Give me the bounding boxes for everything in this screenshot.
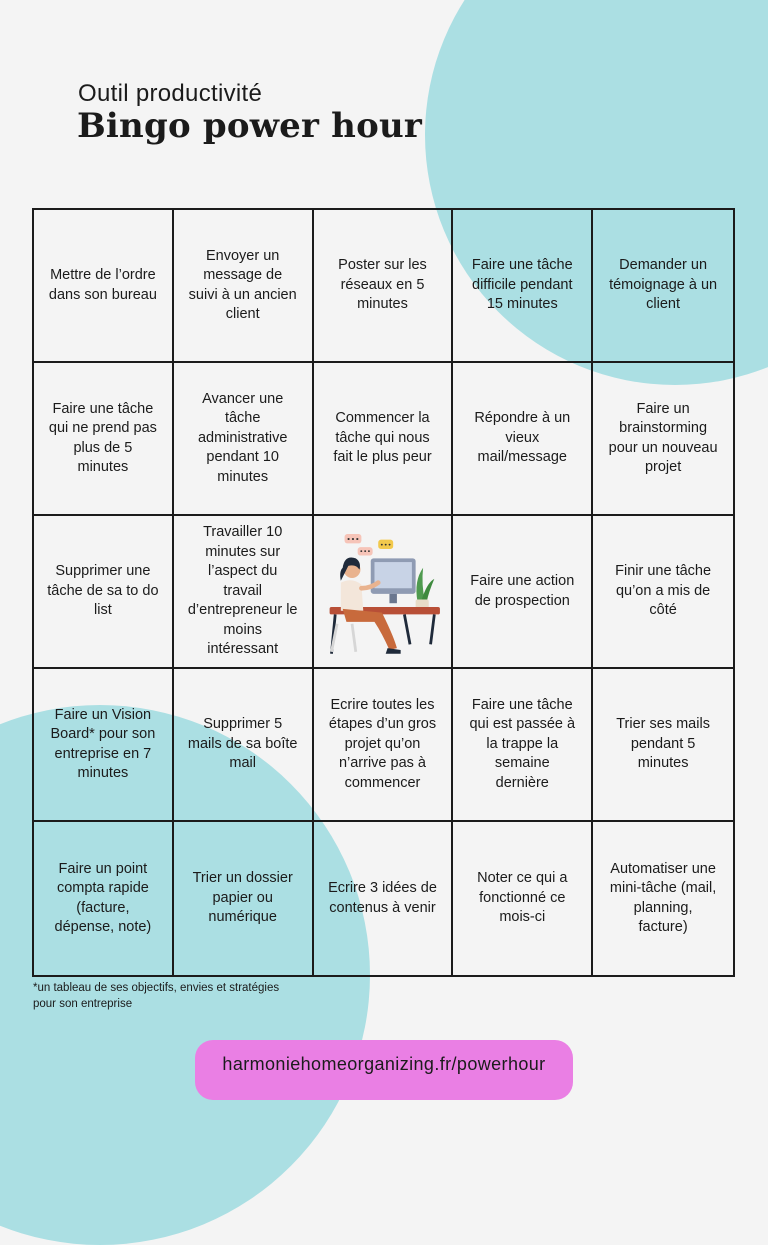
svg-text:•••: •••	[379, 540, 392, 549]
bingo-cell	[453, 363, 593, 516]
bingo-cell	[174, 822, 314, 975]
bingo-cell-text: Noter ce qui a fonctionné ce mois-ci	[477, 870, 568, 926]
bingo-cell-text: Trier un dossier papier ou numérique	[192, 870, 293, 926]
bingo-grid	[32, 208, 735, 977]
bingo-cell-text: Faire un brainstorming pour un nouveau projet	[608, 400, 718, 475]
svg-text:•••: •••	[358, 547, 371, 556]
page-subtitle: Outil productivité	[78, 80, 263, 107]
bingo-cell	[174, 363, 314, 516]
bingo-cell	[593, 210, 733, 363]
bingo-cell-text: Supprimer une tâche de sa to do list	[47, 563, 159, 619]
bingo-cell-text: Faire un Vision Board* pour son entreprise en 7 minutes	[50, 706, 156, 781]
bingo-cell	[174, 210, 314, 363]
bingo-cell	[593, 669, 733, 822]
bingo-cell-text: Automatiser une mini-tâche (mail, planning, facture)	[609, 860, 717, 935]
bingo-cell-text: Envoyer un message de suivi à un ancien client	[188, 247, 297, 322]
bingo-cell-text: Mettre de l’ordre dans son bureau	[48, 267, 157, 303]
bingo-cell-text: Faire une tâche qui est passée à la trappe la semaine dernière	[469, 696, 576, 791]
bingo-cell	[34, 822, 174, 975]
bingo-cell	[453, 822, 593, 975]
bingo-cell-text: Avancer une tâche administrative pendant 10 minutes	[197, 390, 288, 485]
bingo-cell	[34, 210, 174, 363]
bingo-cell	[174, 669, 314, 822]
bingo-cell	[34, 669, 174, 822]
bingo-cell-text: Supprimer 5 mails de sa boîte mail	[187, 716, 298, 772]
bingo-cell	[453, 516, 593, 669]
bingo-cell	[593, 822, 733, 975]
footnote: *un tableau de ses objectifs, envies et stratégies pour son entreprise	[33, 982, 280, 1010]
bingo-cell	[314, 822, 454, 975]
bingo-cell	[34, 363, 174, 516]
bingo-cell	[314, 210, 454, 363]
bingo-cell	[593, 363, 733, 516]
bingo-cell-text: Poster sur les réseaux en 5 minutes	[338, 257, 427, 313]
bingo-cell-text: Faire une action de prospection	[470, 573, 575, 609]
bingo-cell-text: Finir une tâche qu’on a mis de côté	[615, 563, 712, 619]
bingo-cell-text: Faire une tâche qui ne prend pas plus de 5 minutes	[48, 400, 157, 475]
bingo-cell	[593, 516, 733, 669]
bingo-cell-text: Commencer la tâche qui nous fait le plus peur	[333, 410, 432, 466]
bingo-cell	[314, 669, 454, 822]
woman-at-computer-illustration	[324, 522, 442, 662]
bingo-center-cell	[314, 516, 454, 669]
bingo-cell-text: Travailler 10 minutes sur l’aspect du travail d’entrepreneur le moins intéressant	[187, 524, 298, 658]
bingo-cell-text: Ecrire toutes les étapes d’un gros projet qu’on n’arrive pas à commencer	[328, 696, 437, 791]
bingo-cell-text: Trier ses mails pendant 5 minutes	[616, 716, 710, 772]
bingo-cell-text: Faire une tâche difficile pendant 15 minutes	[471, 257, 573, 313]
bingo-cell-text: Répondre à un vieux mail/message	[474, 410, 571, 466]
bingo-cell-text: Demander un témoignage à un client	[609, 257, 718, 313]
bingo-cell	[453, 210, 593, 363]
website-url[interactable]: harmoniehomeorganizing.fr/powerhour	[222, 1054, 546, 1074]
page-title: Bingo power hour	[77, 106, 422, 146]
bingo-cell	[174, 516, 314, 669]
bingo-cell-text: Ecrire 3 idées de contenus à venir	[328, 880, 437, 916]
bingo-cell	[314, 363, 454, 516]
bingo-cell	[453, 669, 593, 822]
website-link[interactable]	[195, 1040, 573, 1100]
bingo-cell	[34, 516, 174, 669]
bingo-cell-text: Faire un point compta rapide (facture, dépense, note)	[54, 860, 152, 935]
svg-text:•••: •••	[345, 534, 360, 544]
